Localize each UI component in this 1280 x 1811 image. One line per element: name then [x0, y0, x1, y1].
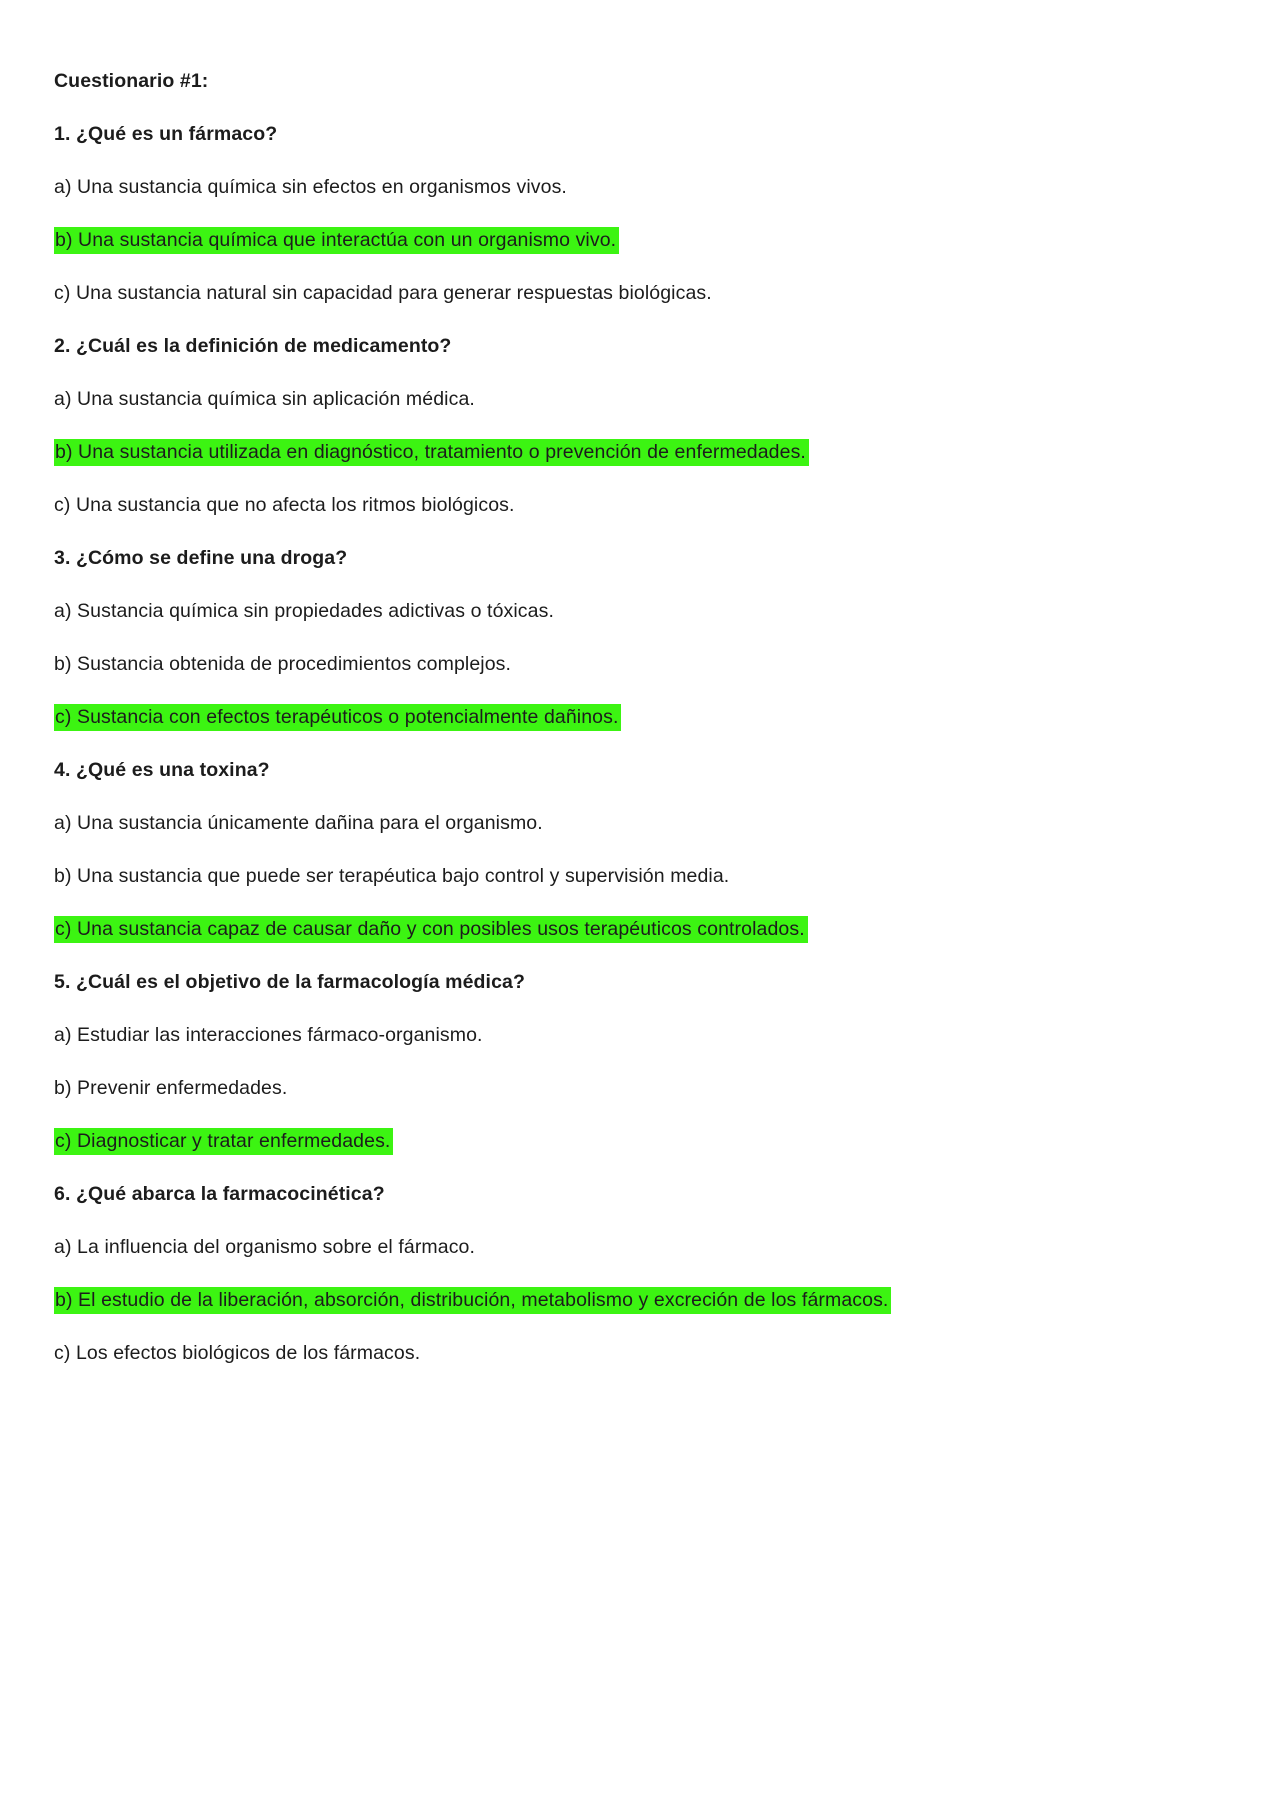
question-5-option-a	[54, 1022, 1210, 1048]
highlighted-answer-text: c) Sustancia con efectos terapéuticos o potencialmente dañinos.	[54, 704, 621, 731]
question-2-option-b	[54, 439, 1210, 465]
answer-text: c) Una sustancia natural sin capacidad para generar respuestas biológicas.	[54, 282, 712, 304]
highlighted-answer-text: c) Diagnosticar y tratar enfermedades.	[54, 1128, 393, 1155]
answer-text: a) Una sustancia química sin efectos en organismos vivos.	[54, 176, 567, 198]
highlighted-answer-text: b) El estudio de la liberación, absorción, distribución, metabolismo y excreción de los fármacos.	[54, 1287, 891, 1314]
document-title: Cuestionario #1:	[54, 70, 209, 92]
question-6-option-a	[54, 1234, 1210, 1260]
answer-text: a) Estudiar las interacciones fármaco-organismo.	[54, 1024, 483, 1046]
question-4-option-a	[54, 810, 1210, 836]
question-1-text: 1. ¿Qué es un fármaco?	[54, 123, 278, 145]
answer-text: a) La influencia del organismo sobre el fármaco.	[54, 1236, 476, 1258]
question-3-text: 3. ¿Cómo se define una droga?	[54, 547, 348, 569]
highlighted-answer-text: b) Una sustancia química que interactúa con un organismo vivo.	[54, 227, 619, 254]
answer-text: a) Sustancia química sin propiedades adictivas o tóxicas.	[54, 600, 554, 622]
question-3-option-c	[54, 704, 1210, 730]
question-6-option-c	[54, 1340, 1210, 1366]
question-1-option-c	[54, 280, 1210, 306]
answer-text: a) Una sustancia únicamente dañina para el organismo.	[54, 812, 543, 834]
questions-container	[54, 121, 1210, 1366]
answer-text: a) Una sustancia química sin aplicación médica.	[54, 388, 475, 410]
answer-text: c) Una sustancia que no afecta los ritmos biológicos.	[54, 494, 515, 516]
question-1-option-b	[54, 227, 1210, 253]
question-6-option-b	[54, 1287, 1210, 1313]
question-2-text: 2. ¿Cuál es la definición de medicamento?	[54, 335, 452, 357]
answer-text: c) Los efectos biológicos de los fármacos.	[54, 1342, 421, 1364]
question-5-option-b	[54, 1075, 1210, 1101]
highlighted-answer-text: b) Una sustancia utilizada en diagnóstico, tratamiento o prevención de enfermedades.	[54, 439, 809, 466]
question-2-option-c	[54, 492, 1210, 518]
question-4-text: 4. ¿Qué es una toxina?	[54, 759, 270, 781]
question-4-option-b	[54, 863, 1210, 889]
highlighted-answer-text: c) Una sustancia capaz de causar daño y con posibles usos terapéuticos controlados.	[54, 916, 808, 943]
answer-text: b) Prevenir enfermedades.	[54, 1077, 288, 1099]
question-6-text: 6. ¿Qué abarca la farmacocinética?	[54, 1183, 385, 1205]
question-2-option-a	[54, 386, 1210, 412]
question-3-option-b	[54, 651, 1210, 677]
answer-text: b) Sustancia obtenida de procedimientos complejos.	[54, 653, 512, 675]
question-5-text: 5. ¿Cuál es el objetivo de la farmacología médica?	[54, 971, 525, 993]
question-4-option-c	[54, 916, 1210, 942]
question-1-option-a	[54, 174, 1210, 200]
question-3-option-a	[54, 598, 1210, 624]
question-5-option-c	[54, 1128, 1210, 1154]
answer-text: b) Una sustancia que puede ser terapéutica bajo control y supervisión media.	[54, 865, 730, 887]
